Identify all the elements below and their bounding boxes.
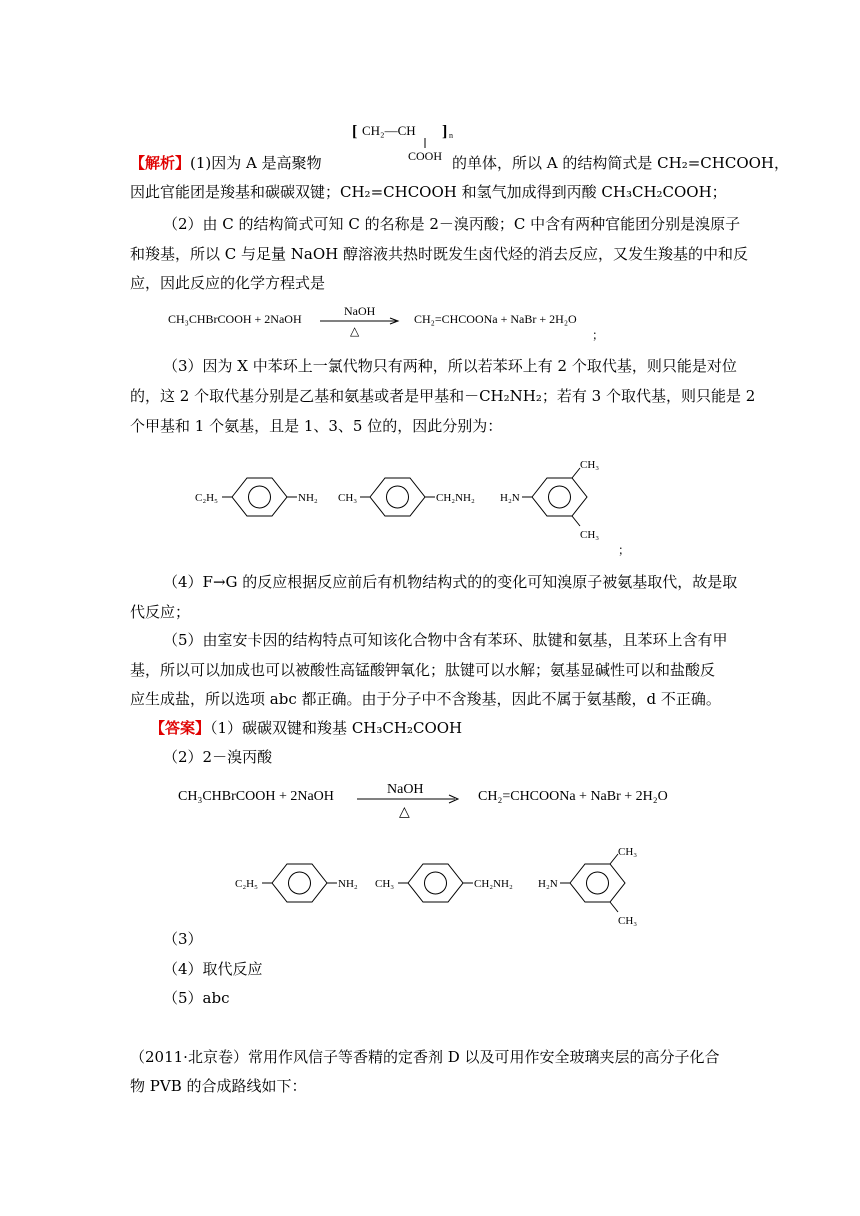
analysis-p2-line2: 和羧基，所以 C 与足量 NaOH 醇溶液共热时既发生卤代烃的消去反应，又发生羧基的中和反 — [130, 245, 748, 263]
svg-text:]: ] — [442, 123, 448, 140]
s3-top: CH₃ — [580, 459, 600, 471]
answer-reaction-reagent: NaOH — [387, 782, 424, 797]
analysis-p2-line3: 应，因此反应的化学方程式是 — [130, 274, 326, 292]
analysis-p2-line1: （2）由 C 的结构简式可知 C 的名称是 2－溴丙酸；C 中含有两种官能团分别是溴原子 — [163, 215, 741, 233]
a-s1-left: C₂H₅ — [235, 878, 258, 890]
analysis-p4-line2: 代反应； — [130, 603, 191, 621]
answer-a5: （5）abc — [163, 989, 230, 1007]
analysis-p5-line3: 应生成盐，所以选项 abc 都正确。由于分子中不含羧基，因此不属于氨基酸，d 不正确。 — [130, 690, 721, 708]
reaction-reagent: NaOH — [344, 304, 376, 318]
analysis-p1-line1-tail: 的单体，所以 A 的结构简式是 CH₂=CHCOOH， — [452, 154, 789, 172]
structures-end-punct: ； — [618, 543, 630, 556]
answer-reaction-arrow — [355, 779, 465, 819]
polymer-n: n — [449, 131, 453, 140]
analysis-p1-line1: 【解析】(1)因为 A 是高聚物 — [130, 154, 322, 172]
structures-analysis — [190, 452, 630, 556]
structures-answer — [230, 842, 650, 934]
answer-a4: （4）取代反应 — [163, 960, 263, 978]
s3-bottom: CH₃ — [580, 529, 600, 541]
analysis-label: 【解析】 — [130, 154, 191, 172]
reaction-arrow — [318, 304, 404, 338]
a-s1-right: NH₂ — [338, 878, 358, 890]
answer-reaction-reactants: CH₃CHBrCOOH + 2NaOH — [178, 789, 334, 804]
reaction-condition: △ — [350, 324, 360, 338]
answer-a2: （2）2－溴丙酸 — [163, 748, 273, 766]
analysis-p1-line2: 因此官能团是羧基和碳碳双键；CH₂=CHCOOH 和氢气加成得到丙酸 CH₃CH₂COOH； — [130, 183, 727, 201]
s3-left: H₂N — [500, 492, 520, 504]
analysis-p4-line1: （4）F→G 的反应根据反应前后有机物结构式的的变化可知溴原子被氨基取代，故是取 — [163, 573, 738, 591]
reaction-products: CH₂=CHCOONa + NaBr + 2H₂O — [414, 312, 577, 326]
s2-left: CH₃ — [338, 492, 358, 504]
analysis-p5-line1: （5）由室安卡因的结构特点可知该化合物中含有苯环、肽键和氨基，且苯环上含有甲 — [163, 631, 728, 649]
answer-a3: （3） — [163, 930, 203, 948]
analysis-p3-line1: （3）因为 X 中苯环上一氯代物只有两种，所以若苯环上有 2 个取代基，则只能是对位 — [163, 357, 737, 375]
svg-text:[: [ — [352, 123, 358, 140]
analysis-p3-line3: 个甲基和 1 个氨基，且是 1、3、5 位的，因此分别为： — [130, 417, 503, 435]
s2-right: CH₂NH₂ — [436, 492, 475, 504]
analysis-p5-line2: 基，所以可以加成也可以被酸性高锰酸钾氧化；肽键可以水解；氨基显碱性可以和盐酸反 — [130, 661, 716, 679]
answer-reaction-products: CH₂=CHCOONa + NaBr + 2H₂O — [478, 789, 668, 804]
polymer-unit: CH₂—CH — [362, 123, 416, 138]
s1-right: NH₂ — [298, 492, 318, 504]
reaction-reactants: CH₃CHBrCOOH + 2NaOH — [168, 312, 302, 326]
a-s3-left: H₂N — [538, 878, 558, 890]
answer-label: 【答案】 — [150, 719, 211, 737]
a-s3-bottom: CH₃ — [618, 915, 638, 927]
reaction-end-punct: ； — [592, 328, 605, 342]
polymer-side-group: COOH — [408, 149, 443, 163]
next-question-line2: 物 PVB 的合成路线如下： — [130, 1077, 307, 1095]
answer-reaction-condition: △ — [399, 805, 410, 819]
s1-left: C₂H₅ — [195, 492, 218, 504]
a-s2-right: CH₂NH₂ — [474, 878, 513, 890]
analysis-p3-line2: 的，这 2 个取代基分别是乙基和氨基或者是甲基和－CH₂NH₂；若有 3 个取代基，则只能是 2 — [130, 387, 756, 405]
answer-line1: 【答案】（1）碳碳双键和羧基 CH₃CH₂COOH — [150, 719, 463, 737]
a-s3-top: CH₃ — [618, 846, 638, 858]
a-s2-left: CH₃ — [375, 878, 395, 890]
next-question-line1: （2011·北京卷）常用作风信子等香精的定香剂 D 以及可用作安全玻璃夹层的高分子化合 — [130, 1048, 720, 1066]
